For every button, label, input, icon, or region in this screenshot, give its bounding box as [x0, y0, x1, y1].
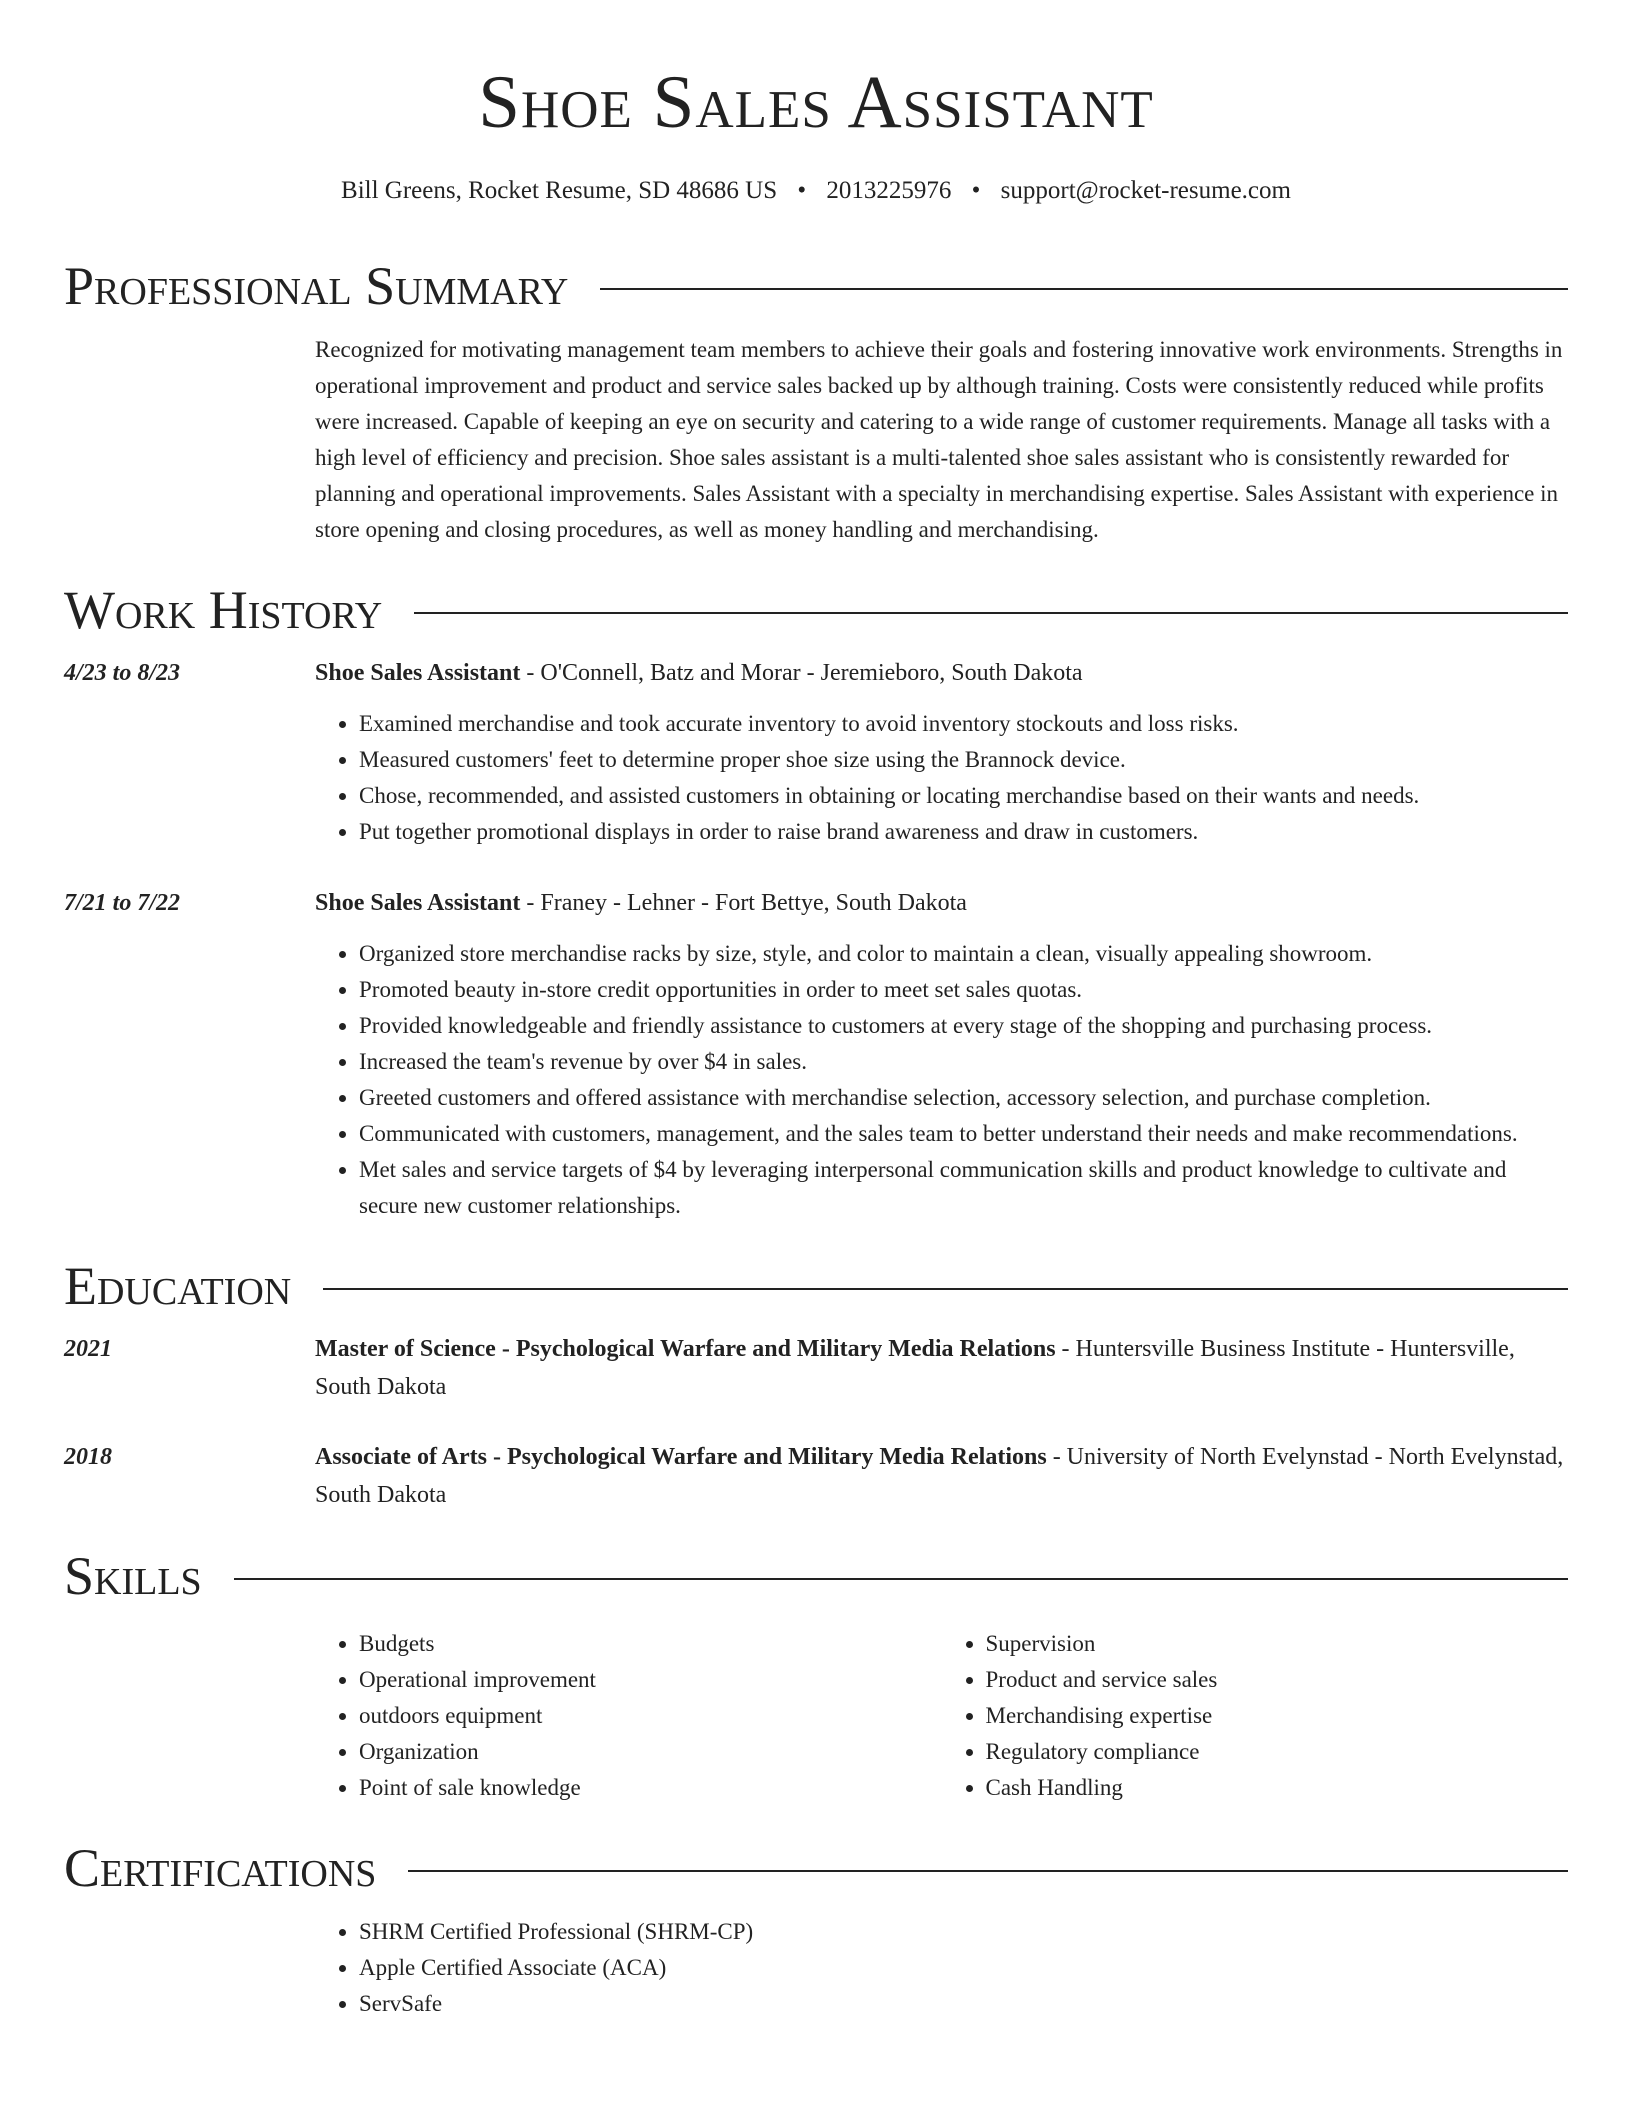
skills-grid — [315, 1626, 1568, 1806]
job-body — [315, 884, 1568, 1224]
list-item: • ServSafe — [359, 1986, 1568, 2022]
section-divider — [408, 1870, 1568, 1872]
job-bullets — [315, 936, 1568, 1224]
work-section-header — [64, 578, 1568, 642]
list-item: • Communicated with customers, management, and the sales team to better understand their needs and make recommendations. — [359, 1116, 1568, 1152]
list-item: • Merchandising expertise — [986, 1698, 1569, 1734]
job-company: - O'Connell, Batz and Morar - Jeremieboro, South Dakota — [520, 660, 1083, 686]
job-dates: 7/21 to 7/22 — [64, 890, 181, 916]
skills-section-header — [64, 1544, 1568, 1608]
list-item: • Budgets — [359, 1626, 942, 1662]
list-item: • Point of sale knowledge — [359, 1770, 942, 1806]
education-heading — [315, 1330, 1568, 1406]
list-item: • Provided knowledgeable and friendly assistance to customers at every stage of the shopping and purchasing process. — [359, 1008, 1568, 1044]
section-divider — [414, 612, 1568, 614]
education-year: 2021 — [64, 1336, 112, 1362]
education-school: - University of North Evelynstad - North Evelynstad, South Dakota — [315, 1444, 1564, 1508]
list-item: • Met sales and service targets of $4 by leveraging interpersonal communication skills and product knowledge to cultivate and secure new customer relationships. — [359, 1152, 1568, 1224]
job-dates: 4/23 to 8/23 — [64, 660, 181, 686]
list-item: • Greeted customers and offered assistance with merchandise selection, accessory selection, and purchase completion. — [359, 1080, 1568, 1116]
list-item: • Put together promotional displays in order to raise brand awareness and draw in customers. — [359, 814, 1568, 850]
section-divider — [600, 288, 1568, 290]
list-item: • Regulatory compliance — [986, 1734, 1569, 1770]
section-title-education: Education — [64, 1256, 292, 1316]
section-title-summary: Professional Summary — [64, 256, 569, 316]
education-section-header — [64, 1254, 1568, 1318]
list-item: • Measured customers' feet to determine proper shoe size using the Brannock device. — [359, 742, 1568, 778]
summary-section-header — [64, 254, 1568, 318]
job-company: - Franey - Lehner - Fort Bettye, South Dakota — [520, 890, 967, 916]
list-item: • Cash Handling — [986, 1770, 1569, 1806]
candidate-name: Shoe Sales Assistant — [478, 61, 1154, 144]
certifications-block — [315, 1914, 1568, 2022]
contact-separator: • — [971, 177, 981, 204]
list-item: • SHRM Certified Professional (SHRM-CP) — [359, 1914, 1568, 1950]
list-item: • Product and service sales — [986, 1662, 1569, 1698]
contact-email[interactable]: support@rocket-resume.com — [1000, 177, 1291, 204]
education-degree: Master of Science - Psychological Warfare and Military Media Relations — [315, 1336, 1056, 1362]
job-body — [315, 654, 1568, 850]
section-divider — [234, 1578, 1568, 1580]
job-heading — [315, 884, 1568, 922]
certifications-list — [315, 1914, 1568, 2022]
contact-line — [64, 176, 1568, 206]
job-entry — [64, 884, 1568, 1224]
section-title-certifications: Certifications — [64, 1838, 377, 1898]
list-item: • Examined merchandise and took accurate inventory to avoid inventory stockouts and loss risks. — [359, 706, 1568, 742]
section-title-work: Work History — [64, 580, 383, 640]
list-item: • Operational improvement — [359, 1662, 942, 1698]
education-list — [64, 1330, 1568, 1514]
certifications-section-header — [64, 1836, 1568, 1900]
job-entry — [64, 654, 1568, 850]
resume-header — [64, 0, 1568, 206]
job-role: Shoe Sales Assistant — [315, 660, 521, 686]
list-item: • Promoted beauty in-store credit opportunities in order to meet set sales quotas. — [359, 972, 1568, 1008]
contact-separator: • — [797, 177, 807, 204]
education-degree: Associate of Arts - Psychological Warfare and Military Media Relations — [315, 1444, 1047, 1470]
list-item: • Organized store merchandise racks by size, style, and color to maintain a clean, visually appealing showroom. — [359, 936, 1568, 972]
section-divider — [323, 1288, 1568, 1290]
education-school: - Huntersville Business Institute - Huntersville, South Dakota — [315, 1336, 1515, 1400]
work-history — [64, 654, 1568, 1224]
section-title-skills: Skills — [64, 1546, 202, 1606]
education-year: 2018 — [64, 1444, 112, 1470]
contact-phone: 2013225976 — [826, 177, 952, 204]
job-role: Shoe Sales Assistant — [315, 890, 521, 916]
education-entry — [64, 1438, 1568, 1514]
job-bullets — [315, 706, 1568, 850]
list-item: • outdoors equipment — [359, 1698, 942, 1734]
skills-column-left — [315, 1626, 942, 1806]
list-item: • Organization — [359, 1734, 942, 1770]
summary-text: Recognized for motivating management team members to achieve their goals and fostering innovative work environments. Strengths in operational improvement and product and service sales backed up by although training. Costs were consistently reduced while profits were increased. Capable of keeping an eye on security and catering to a wide range of customer requirements. Manage all tasks with a high level of efficiency and precision. Shoe sales assistant is a multi-talented shoe sales assistant who is consistently rewarded for planning and operational improvements. Sales Assistant with a specialty in merchandising expertise. Sales Assistant with experience in store opening and closing procedures, as well as money handling and merchandising. — [315, 337, 1563, 542]
contact-address: Bill Greens, Rocket Resume, SD 48686 US — [341, 177, 778, 204]
skills-column-right — [942, 1626, 1569, 1806]
education-entry — [64, 1330, 1568, 1406]
list-item: • Apple Certified Associate (ACA) — [359, 1950, 1568, 1986]
list-item: • Increased the team's revenue by over $4 in sales. — [359, 1044, 1568, 1080]
education-heading — [315, 1438, 1568, 1514]
list-item: • Supervision — [986, 1626, 1569, 1662]
job-heading — [315, 654, 1568, 692]
list-item: • Chose, recommended, and assisted customers in obtaining or locating merchandise based on their wants and needs. — [359, 778, 1568, 814]
